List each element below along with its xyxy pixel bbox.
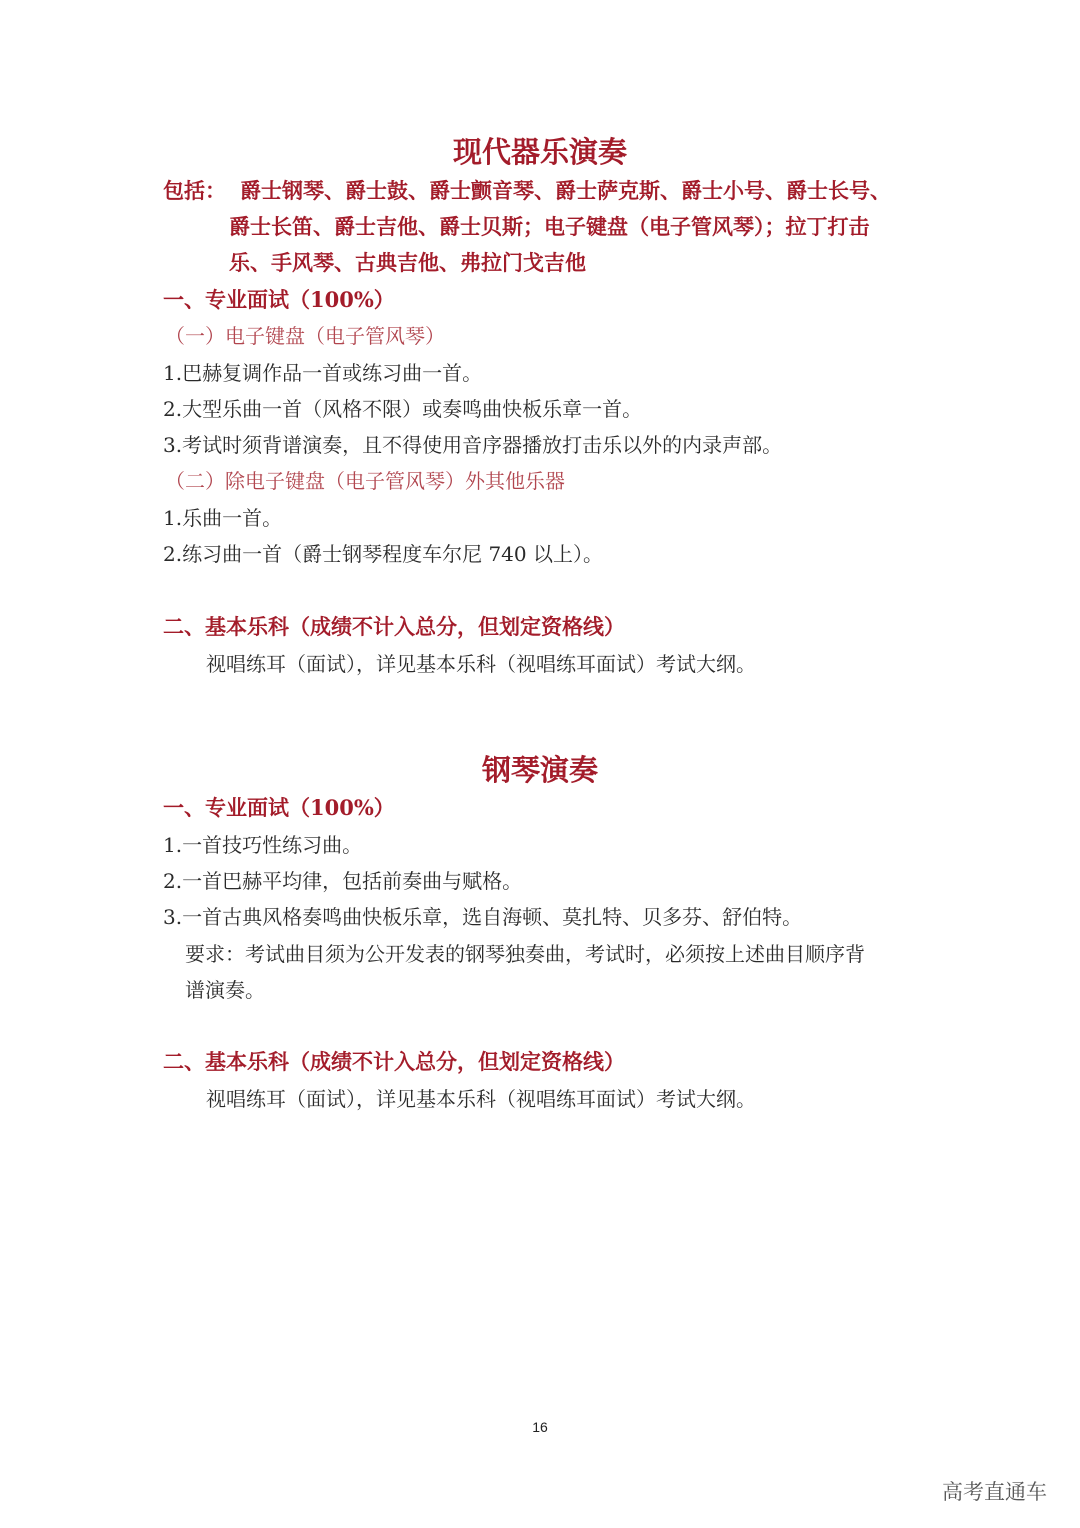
list-item: 2.一首巴赫平均律，包括前奏曲与赋格。 <box>163 869 523 893</box>
part2-heading: 二、基本乐科（成绩不计入总分，但划定资格线） <box>163 614 625 639</box>
requirement-text: 要求：考试曲目须为公开发表的钢琴独奏曲，考试时，必须按上述曲目顺序背 <box>185 942 865 966</box>
includes-line: 乐、手风琴、古典吉他、弗拉门戈吉他 <box>229 250 586 275</box>
watermark: 高考直通车 <box>942 1480 1047 1504</box>
section-title-piano: 钢琴演奏 <box>481 753 598 787</box>
includes-label: 包括： <box>163 178 226 203</box>
paragraph: 视唱练耳（面试），详见基本乐科（视唱练耳面试）考试大纲。 <box>206 652 756 676</box>
subsection-heading: （二）除电子键盘（电子管风琴）外其他乐器 <box>165 469 565 493</box>
part1-heading: 一、专业面试（100%） <box>163 287 395 312</box>
list-item: 3.考试时须背谱演奏，且不得使用音序器播放打击乐以外的内录声部。 <box>163 433 783 457</box>
page-number: 16 <box>532 1419 548 1435</box>
list-item: 2.大型乐曲一首（风格不限）或奏鸣曲快板乐章一首。 <box>163 397 643 421</box>
list-item: 2.练习曲一首（爵士钢琴程度车尔尼 740 以上）。 <box>163 542 603 566</box>
subsection-heading: （一）电子键盘（电子管风琴） <box>165 324 445 348</box>
requirement-text: 谱演奏。 <box>185 978 265 1002</box>
includes-line: 爵士钢琴、爵士鼓、爵士颤音琴、爵士萨克斯、爵士小号、爵士长号、 <box>240 178 891 203</box>
paragraph: 视唱练耳（面试），详见基本乐科（视唱练耳面试）考试大纲。 <box>206 1087 756 1111</box>
list-item: 1.乐曲一首。 <box>163 506 283 530</box>
part2-heading: 二、基本乐科（成绩不计入总分，但划定资格线） <box>163 1049 625 1074</box>
part1-heading: 一、专业面试（100%） <box>163 795 395 820</box>
list-item: 1.巴赫复调作品一首或练习曲一首。 <box>163 361 483 385</box>
list-item: 1.一首技巧性练习曲。 <box>163 833 363 857</box>
section-title-modern-instrumental: 现代器乐演奏 <box>452 135 627 169</box>
list-item: 3.一首古典风格奏鸣曲快板乐章，选自海顿、莫扎特、贝多芬、舒伯特。 <box>163 905 803 929</box>
includes-line: 爵士长笛、爵士吉他、爵士贝斯；电子键盘（电子管风琴）；拉丁打击 <box>229 214 870 239</box>
